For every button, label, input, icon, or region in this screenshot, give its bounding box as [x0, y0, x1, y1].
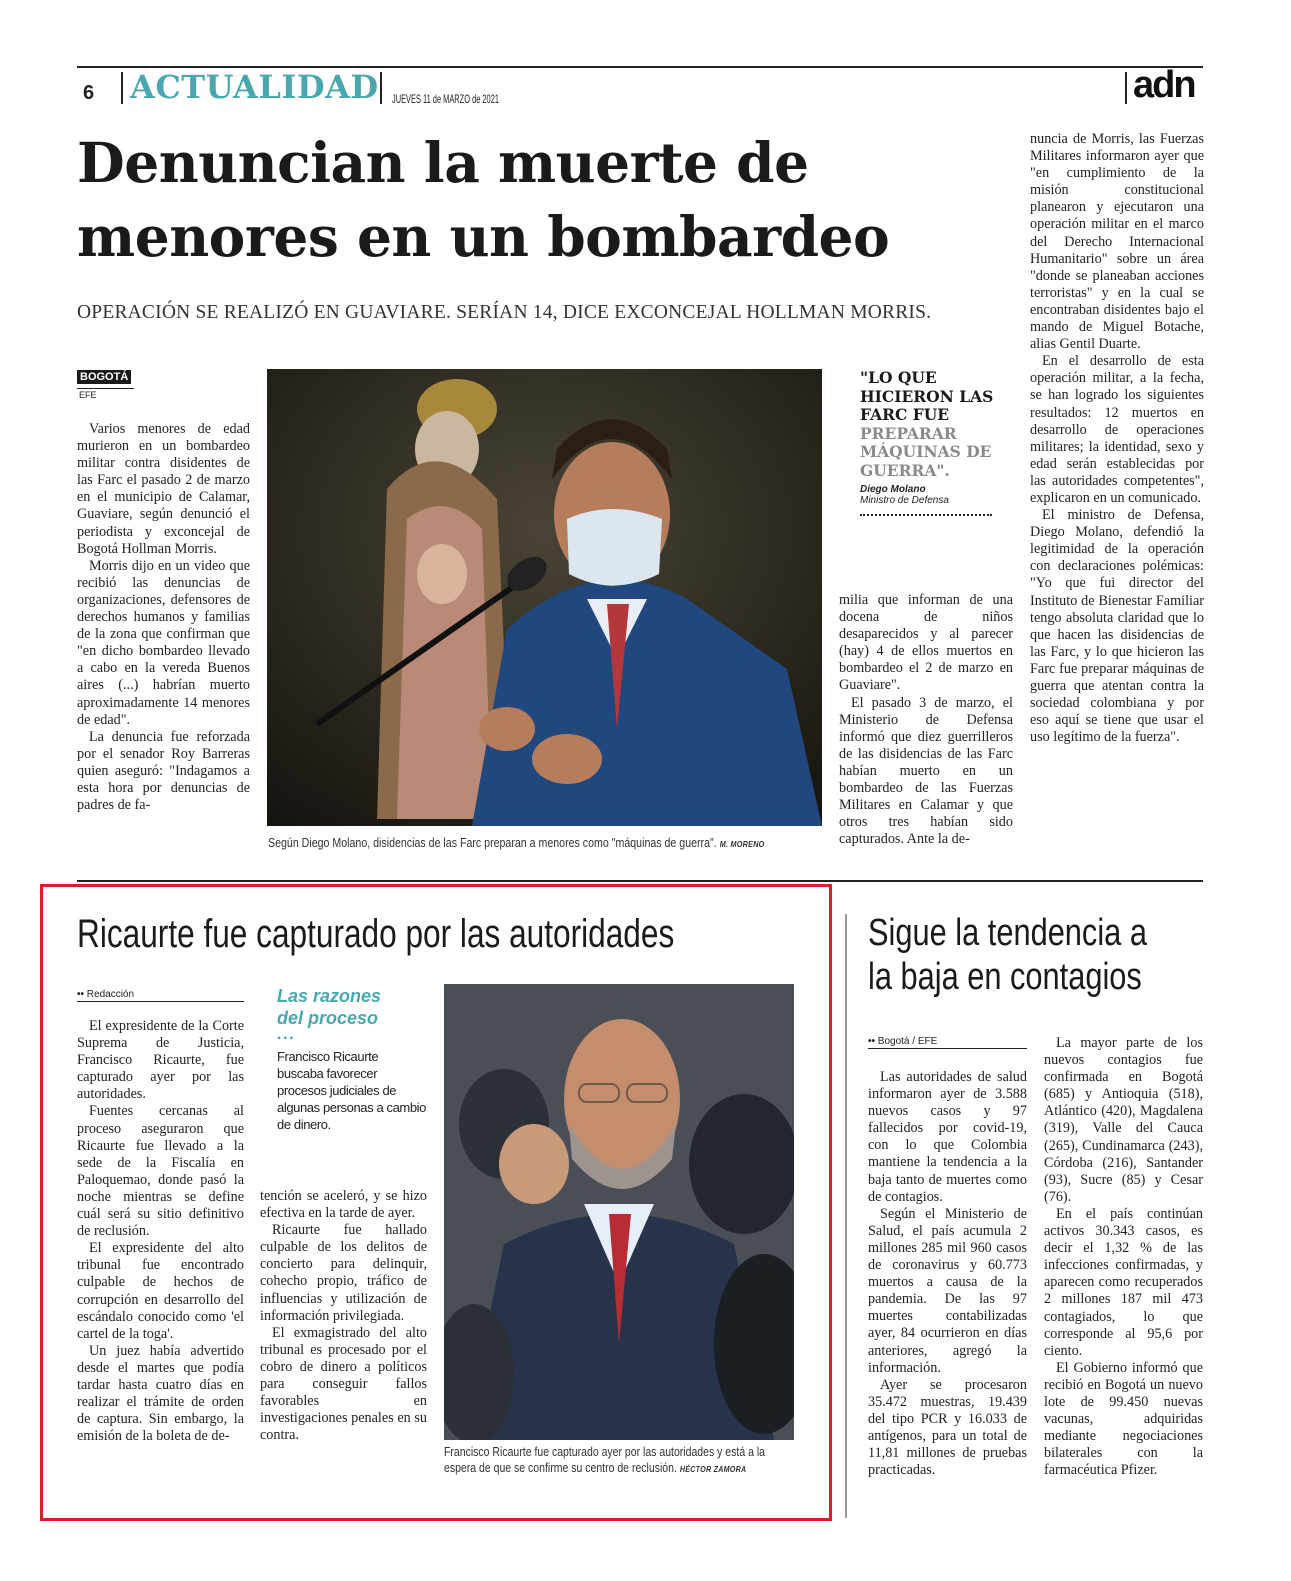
location-tag: BOGOTÁ: [77, 370, 131, 384]
sidebar-text: Francisco Ricaurte buscaba favorecer procesos judiciales de algunas personas a cambio de dinero.: [277, 1049, 426, 1132]
paragraph: El expresidente de la Corte Suprema de Justicia, Francisco Ricaurte, fue capturado ayer por las autoridades.: [77, 1018, 244, 1103]
paragraph: tención se aceleró, y se hizo efectiva en la tarde de ayer.: [260, 1188, 427, 1222]
byline-text: Bogotá / EFE: [877, 1036, 938, 1047]
sidebar-title: [277, 985, 427, 1029]
main-deck: OPERACIÓN SE REALIZÓ EN GUAVIARE. SERÍAN 14, DICE EXCONCEJAL HOLLMAN MORRIS.: [77, 302, 932, 323]
paragraph: milia que informan de una docena de niños desaparecidos y al parecer (hay) 4 de ellos muertos en bombardeo el 2 de marzo en Guaviare".: [839, 592, 1013, 694]
paragraph: La mayor parte de los nuevos contagios fue confirmada en Bogotá (685) y Antioquia (518), Atlántico (420), Magdalena (319), Valle del Cauca (265), Cundinamarca (243), Córdoba (216), Santander (93), Sucre (85) y Cesar (76).: [1044, 1035, 1203, 1205]
contagios-col-2: [1044, 1035, 1203, 1479]
paragraph: El expresidente del alto tribunal fue encontrado culpable de hechos de corrupción en desarrollo del escándalo conocido como 'el cartel de la toga'.: [77, 1240, 244, 1342]
paragraph: En el país continúan activos 30.343 casos, es decir el 1,32 % de las infecciones confirmadas, y aparecen como recuperados 2 millones 187 mil 473 contagiados, lo que corresponde al 95,6 por ciento.: [1044, 1205, 1203, 1359]
main-col-4: [1030, 131, 1204, 746]
paragraph: Morris dijo en un video que recibió las denuncias de organizaciones, defensores de derechos humanos y familias de la zona que confirman que "en dicho bombardeo llevado a cabo en la vereda Buenos aires (...) habrían muerto aproximadamente 14 menores de edad".: [77, 557, 250, 728]
paragraph: El Gobierno informó que recibió en Bogotá un nuevo lote de 99.450 nuevas vacunas, adquiridas mediante negociaciones bilaterales con la farmacéutica Pfizer.: [1044, 1359, 1203, 1479]
header-divider-3: [1125, 72, 1127, 104]
ricaurte-byline: [77, 988, 244, 1002]
paragraph: Según el Ministerio de Salud, el país acumula 2 millones 285 mil 960 casos de coronavirus y 60.773 muertos a causa de la pandemia. De las 97 muertes contabilizadas ayer, 84 ocurrieron en días anteriores, agregó la información.: [868, 1205, 1027, 1376]
paragraph: nuncia de Morris, las Fuerzas Militares informaron ayer que "en cumplimiento de la misión constitucional planearon y ejecutaron una operación militar en el marco del Derecho Internacional Humanitario" sobre un área "donde se planeaban acciones terroristas" y en la cual se encontraban disidentes bajo el mando de Miguel Botache, alias Gentil Duarte.: [1030, 131, 1204, 353]
adn-logo: adn: [1133, 64, 1195, 106]
article3-side-rule: [845, 914, 847, 1518]
byline-text: Redacción: [86, 989, 135, 1000]
page-number: 6: [83, 82, 95, 104]
caption-text: Francisco Ricaurte fue capturado ayer por las autoridades y está a la espera de que se confirme su centro de reclusión.: [444, 1445, 766, 1475]
main-headline: [77, 126, 1017, 274]
header-divider: [121, 72, 123, 104]
paragraph: Ayer se procesaron 35.472 muestras, 19.439 del tipo PCR y 16.033 de antígenos, para un total de 11,81 millones de pruebas practicadas.: [868, 1376, 1027, 1479]
main-photo-caption: [268, 834, 828, 850]
headline-line-1: Denuncian la muerte de: [77, 130, 809, 195]
issue-date: JUEVES 11 de MARZO de 2021: [392, 92, 499, 106]
quote-dotted-rule: [860, 514, 992, 516]
caption-text: Según Diego Molano, disidencias de las Farc preparan a menores como "máquinas de guerra".: [268, 836, 717, 850]
contagios-byline: [868, 1035, 1027, 1049]
paragraph: Un juez había advertido desde el martes que podía tardar hasta cuatro días en realizar el trámite de orden de captura. Sin embargo, la emisión de la boleta de de-: [77, 1342, 244, 1445]
photo-illustration: [267, 369, 822, 826]
photo-credit: HÉCTOR ZAMORA: [679, 1464, 747, 1474]
section-divider: [77, 880, 1203, 882]
contagios-col-1: [868, 1069, 1027, 1479]
paragraph: Ricaurte fue hallado culpable de los delitos de concierto para delinquir, cohecho propio, tráfico de influencias y utilización de información privilegiada.: [260, 1222, 427, 1324]
tag-rule: [77, 388, 134, 389]
photo-illustration: [444, 984, 794, 1440]
quote-light: PREPARAR MÁQUINAS DE GUERRA".: [860, 423, 992, 480]
quote-author: Diego Molano: [860, 484, 926, 495]
ricaurte-photo: [444, 984, 794, 1440]
photo-credit: M. MORENO: [719, 839, 765, 849]
contagios-headline: [868, 912, 1198, 1004]
quote-role: Ministro de Defensa: [860, 495, 949, 506]
paragraph: El pasado 3 de marzo, el Ministerio de Defensa informó que diez guerrilleros de las disidencias de las Farc habían muerto en un bombardeo de las Fuerzas Militares en Calamar y que otros tres habían sido capturados. Ante la de-: [839, 694, 1013, 848]
ricaurte-col-1: [77, 1018, 244, 1445]
quote-bold: "LO QUE HICIERON LAS FARC FUE: [860, 368, 994, 424]
paragraph: Las autoridades de salud informaron ayer de 3.588 nuevos casos y 97 fallecidos por covid-19, con lo que Colombia mantiene la tendencia a la baja tanto de muertes como de contagios.: [868, 1069, 1027, 1205]
paragraph: El exmagistrado del alto tribunal es procesado por el cobro de dinero a políticos para conseguir fallos favorables en investigaciones penales en su contra.: [260, 1324, 427, 1444]
byline-dots: ••: [868, 1036, 876, 1047]
sidebar-title-line-1: Las razones: [277, 986, 382, 1006]
section-title: ACTUALIDAD: [130, 68, 379, 106]
agency-tag: EFE: [79, 390, 97, 400]
paragraph: Varios menores de edad murieron en un bombardeo militar contra disidentes de las Farc el pasado 2 de marzo en el municipio de Calamar, Guaviare, según denunció el periodista y exconcejal de Bogotá Hollman Morris.: [77, 421, 250, 557]
paragraph: La denuncia fue reforzada por el senador Roy Barreras quien aseguró: "Indagamos a esta hora por denuncias de padres de fa-: [77, 728, 250, 814]
sidebar-box: [277, 985, 427, 1133]
pull-quote: [860, 369, 1020, 516]
paragraph: Fuentes cercanas al proceso aseguraron que Ricaurte fue llevado a la sede de la Fiscalía en Paloquemao, donde pasó la noche mientras se define cuál será su sitio definitivo de reclusión.: [77, 1103, 244, 1240]
headline-line-2: la baja en contagios: [868, 956, 1142, 998]
headline-line-2: menores en un bombardeo: [77, 204, 890, 269]
headline-line-1: Sigue la tendencia a: [868, 912, 1147, 954]
main-col-1: [77, 421, 250, 814]
main-col-3: [839, 592, 1013, 848]
byline-dots: ••: [77, 989, 85, 1000]
paragraph: En el desarrollo de esta operación militar, a la fecha, se han logrado los siguientes resultados: 12 muertos en desarrollo de operaciones militares; la identidad, sexo y edad serán establecidas por las autoridades competentes", explicaron en un comunicado.: [1030, 353, 1204, 506]
sidebar-title-line-2: del proceso: [277, 1008, 379, 1028]
molano-photo: [267, 369, 822, 826]
paragraph: El ministro de Defensa, Diego Molano, defendió la legitimidad de la operación con declaraciones polémicas: "Yo que fui director del Instituto de Bienestar Familiar tengo absoluta claridad que lo que hacen las disidencias de las Farc, y lo que hicieron las Farc fue preparar máquinas de guerra que atentan contra la sociedad colombiana y por eso aquí se tiene que usar el uso legítimo de la fuerza".: [1030, 507, 1204, 746]
ricaurte-headline: Ricaurte fue capturado por las autoridades: [77, 912, 675, 956]
ricaurte-photo-caption: [444, 1444, 794, 1478]
ricaurte-col-2: [260, 1188, 427, 1444]
sidebar-dots: •••: [277, 1031, 296, 1045]
header-divider-2: [380, 72, 382, 104]
